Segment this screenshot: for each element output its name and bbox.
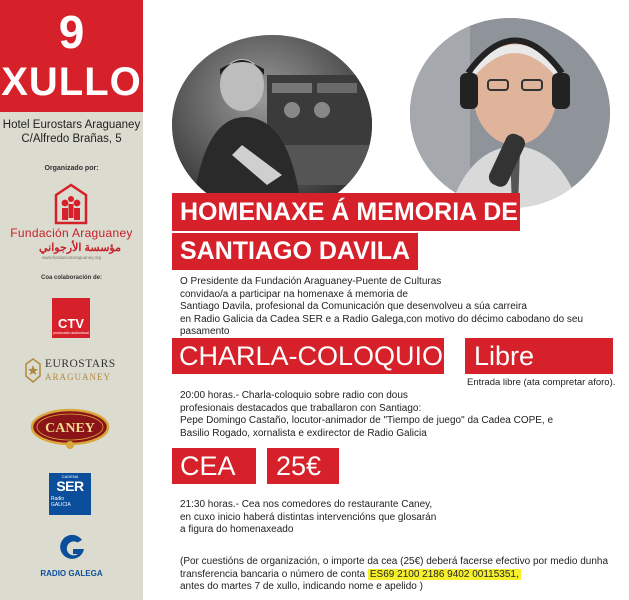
- venue-line2: C/Alfredo Brañas, 5: [21, 133, 122, 145]
- ctv-label: CTV: [58, 316, 84, 331]
- ctv-sub: producción audiovisual: [53, 331, 89, 335]
- cea-text: [180, 499, 620, 537]
- note-line2: [180, 569, 620, 582]
- caney-logo-icon: [30, 407, 110, 451]
- title-line2: SANTIAGO DAVILA: [172, 233, 418, 270]
- event-venue: [0, 118, 143, 146]
- event-day: 9: [58, 6, 85, 58]
- charla-line4: Basilio Rogado, xornalista e exdirector de Radio Galicia: [180, 427, 427, 439]
- charla-line3: Pepe Domingo Castaño, locutor-animador de "Tiempo de juego" da Cadea COPE, e: [180, 415, 554, 426]
- radio-galega-label: RADIO GALEGA: [40, 569, 103, 578]
- eurostars-sub: ARAGUANEY: [45, 372, 111, 382]
- radio-host-headphones-photo-icon: [410, 18, 610, 208]
- ctv-logo: [52, 298, 90, 338]
- caney-label: CANEY: [45, 421, 95, 436]
- colaboracion-label: Coa colaboración de:: [40, 275, 102, 281]
- ser-sub1: Radio: [51, 496, 65, 502]
- venue-line1: Hotel Eurostars Araguaney: [2, 119, 141, 131]
- libre-badge: Libre: [465, 338, 613, 374]
- intro-line1: O Presidente da Fundación Araguaney-Puente de Culturas: [180, 276, 442, 287]
- fundacion-name: Fundación Araguaney: [10, 226, 133, 240]
- title-line1: HOMENAXE Á MEMORIA DE: [172, 193, 520, 231]
- date-box: [0, 0, 143, 112]
- fundacion-url: www.fundacionaraguaney.org: [42, 255, 101, 260]
- intro-text: [180, 276, 620, 339]
- charla-text: [180, 390, 620, 440]
- intro-line2: convidao/a a participar na homenaxe á memoria de: [180, 288, 408, 300]
- event-month: XULLO: [1, 60, 142, 104]
- radio-galega-g-icon: [56, 531, 88, 563]
- eurostars-logo: [24, 356, 124, 386]
- entrada-libre-text: Entrada libre (ata compretar aforo).: [467, 377, 616, 388]
- note-line3: antes do martes 7 de xullo, indicando nome e apelido ): [180, 581, 423, 592]
- payment-note: [180, 556, 620, 594]
- ser-label: SER: [56, 478, 84, 494]
- cadena-ser-logo: [49, 473, 91, 515]
- iban-number: ES69 2100 2186 9402 00115351,: [369, 568, 519, 580]
- sidebar: [0, 0, 143, 600]
- fundacion-arabic: مؤسسة الأرجواني: [39, 242, 121, 254]
- organizado-label: Organizado por:: [44, 165, 99, 172]
- cea-heading: CEA: [172, 448, 256, 484]
- ser-sub2: GALICIA: [51, 502, 71, 508]
- cea-line1: 21:30 horas.- Cea nos comedores do restaurante Caney,: [180, 499, 433, 510]
- note-line2-prefix: transferencia bancaria o número de conta: [180, 568, 368, 580]
- intro-line3: Santiago Davila, profesional da Comunicación que desenvolveu a súa carreira: [180, 301, 527, 312]
- ser-top: CADENA: [61, 474, 79, 479]
- eurostars-name: EUROSTARS: [45, 358, 116, 370]
- fundacion-araguaney-logo-icon: [52, 183, 90, 225]
- intro-line4: en Radio Galicia da Cadea SER e a Radio Galega,con motivo do décimo cabodano do seu pasamento: [180, 313, 584, 337]
- cea-price-badge: 25€: [267, 448, 339, 484]
- charla-coloquio-heading: CHARLA-COLOQUIO: [172, 338, 444, 374]
- note-line1: (Por cuestións de organización, o importe da cea (25€) deberá facerse efectivo por medio dunha: [180, 556, 609, 567]
- ser-sub: [51, 496, 71, 508]
- cea-line2: en cuxo inicio haberá distintas intervencións que glosarán: [180, 511, 437, 523]
- vintage-radio-host-photo-icon: [172, 35, 372, 215]
- charla-line1: 20:00 horas.- Charla-coloquio sobre radio con dous: [180, 390, 408, 401]
- cea-line3: a figura do homenaxeado: [180, 524, 294, 535]
- charla-line2: profesionais destacados que traballaron con Santiago:: [180, 402, 422, 414]
- eurostars-emblem-icon: [24, 358, 42, 384]
